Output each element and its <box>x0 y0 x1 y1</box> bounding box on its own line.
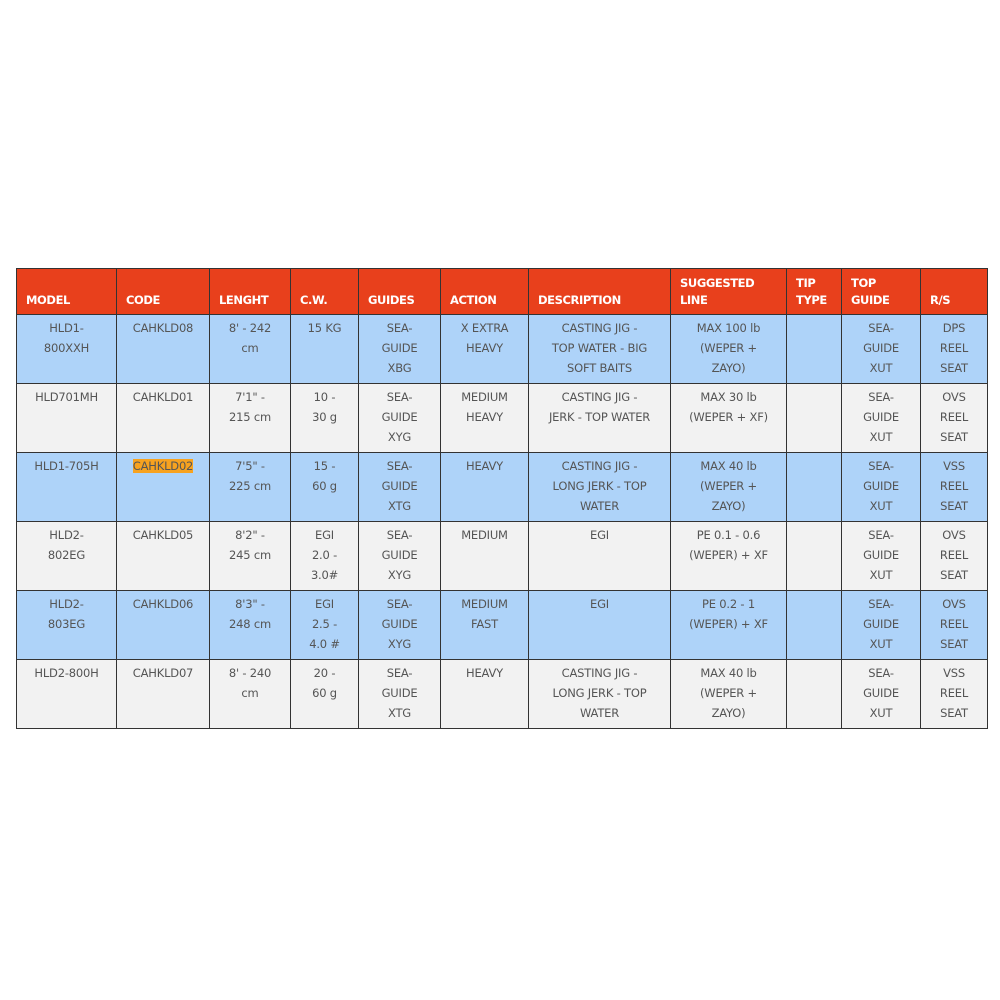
cell-model <box>17 522 117 591</box>
cell-text: SEA- <box>868 597 894 611</box>
cell-text: CAHKLD07 <box>132 666 194 680</box>
cell-suggested-line <box>671 522 787 591</box>
cell-text: 10 - <box>313 390 336 404</box>
cell-text: TOP WATER - BIG <box>551 341 648 355</box>
cell-text: 3.0# <box>310 568 339 582</box>
cell-text: SEAT <box>940 568 968 582</box>
cell-text: GUIDE <box>863 410 899 424</box>
cell-top-guide <box>842 315 921 384</box>
cell-tip-type <box>787 522 842 591</box>
cell-tip-type <box>787 453 842 522</box>
cell-guides <box>359 384 441 453</box>
cell-text: 7'1" - <box>235 390 265 404</box>
cell-text: cm <box>241 341 259 355</box>
cell-code <box>117 591 210 660</box>
cell-description <box>529 660 671 729</box>
cell-text: REEL <box>939 686 969 700</box>
cell-text: (WEPER + <box>699 686 757 700</box>
cell-text: EGI <box>315 528 334 542</box>
cell-text: HLD2- <box>49 597 84 611</box>
table-row <box>17 384 988 453</box>
cell-text: SEA- <box>386 528 413 542</box>
cell-length <box>210 522 291 591</box>
header-suggested-line: SUGGESTED LINE <box>671 269 787 315</box>
cell-text: ZAYO) <box>711 499 746 513</box>
cell-text: MEDIUM <box>461 528 508 542</box>
cell-text: WATER <box>580 499 619 513</box>
cell-text: 225 cm <box>229 479 271 493</box>
cell-text: XYG <box>387 430 412 444</box>
cell-text: (WEPER + <box>699 479 757 493</box>
cell-text: PE 0.1 - 0.6 <box>696 528 761 542</box>
cell-text: ZAYO) <box>711 361 746 375</box>
cell-cw <box>291 384 359 453</box>
cell-text: XUT <box>869 637 893 651</box>
header-length: LENGHT <box>210 269 291 315</box>
cell-guides <box>359 660 441 729</box>
cell-text: SOFT BAITS <box>567 361 632 375</box>
header-model: MODEL <box>17 269 117 315</box>
header-code: CODE <box>117 269 210 315</box>
cell-text: MAX 40 lb <box>700 666 757 680</box>
cell-model <box>17 591 117 660</box>
cell-code <box>117 315 210 384</box>
header-cw: C.W. <box>291 269 359 315</box>
cell-text: SEA- <box>868 321 894 335</box>
cell-cw <box>291 660 359 729</box>
cell-text: 248 cm <box>229 617 271 631</box>
cell-top-guide <box>842 453 921 522</box>
cell-text: SEAT <box>940 430 968 444</box>
cell-text: VSS <box>943 459 965 473</box>
cell-text: GUIDE <box>863 341 899 355</box>
cell-cw <box>291 522 359 591</box>
cell-text: (WEPER) + XF <box>689 548 768 562</box>
table-row <box>17 315 988 384</box>
cell-text: 60 g <box>312 686 337 700</box>
cell-text: SEA- <box>386 459 413 473</box>
cell-text: FAST <box>471 617 498 631</box>
cell-text: GUIDE <box>863 617 899 631</box>
cell-text: 803EG <box>47 617 86 631</box>
cell-text: 215 cm <box>229 410 271 424</box>
cell-text: CASTING JIG - <box>561 390 638 404</box>
cell-text: 245 cm <box>229 548 271 562</box>
cell-text: JERK - TOP WATER <box>548 410 651 424</box>
cell-suggested-line <box>671 591 787 660</box>
cell-text: REEL <box>939 341 969 355</box>
cell-tip-type <box>787 591 842 660</box>
cell-text: XYG <box>387 637 412 651</box>
cell-text: LONG JERK - TOP <box>552 479 647 493</box>
cell-text: 7'5" - <box>235 459 265 473</box>
cell-tip-type <box>787 384 842 453</box>
cell-text: SEAT <box>940 499 968 513</box>
cell-guides <box>359 315 441 384</box>
cell-text: EGI <box>590 528 609 542</box>
cell-model <box>17 315 117 384</box>
cell-text: 4.0 # <box>309 637 340 651</box>
cell-text: HLD1-705H <box>34 459 99 473</box>
cell-text: PE 0.2 - 1 <box>702 597 755 611</box>
table-header-row <box>17 269 988 315</box>
cell-text: SEAT <box>940 706 968 720</box>
header-description: DESCRIPTION <box>529 269 671 315</box>
cell-text: MEDIUM <box>461 597 508 611</box>
cell-text: (WEPER + XF) <box>689 410 768 424</box>
cell-length <box>210 384 291 453</box>
cell-cw <box>291 591 359 660</box>
cell-text: GUIDE <box>381 341 418 355</box>
cell-text: WATER <box>580 706 619 720</box>
cell-text: HLD701MH <box>35 390 98 404</box>
cell-cw <box>291 453 359 522</box>
cell-text: REEL <box>939 548 969 562</box>
cell-code <box>117 522 210 591</box>
cell-guides <box>359 591 441 660</box>
cell-text: SEA- <box>386 390 413 404</box>
cell-text: 20 - <box>313 666 336 680</box>
cell-text: HEAVY <box>466 459 503 473</box>
cell-text: 8' - 240 <box>228 666 272 680</box>
cell-text: (WEPER + <box>699 341 757 355</box>
cell-text: VSS <box>943 666 965 680</box>
cell-guides <box>359 522 441 591</box>
cell-text: CAHKLD05 <box>132 528 194 542</box>
cell-model <box>17 453 117 522</box>
cell-text: SEA- <box>386 321 413 335</box>
header-top-guide: TOP GUIDE <box>842 269 921 315</box>
cell-text: REEL <box>939 479 969 493</box>
cell-code <box>117 384 210 453</box>
cell-rs <box>921 660 988 729</box>
cell-top-guide <box>842 384 921 453</box>
cell-text: HLD1- <box>49 321 84 335</box>
cell-text: GUIDE <box>381 479 418 493</box>
cell-action <box>441 522 529 591</box>
header-action: ACTION <box>441 269 529 315</box>
cell-length <box>210 660 291 729</box>
cell-description <box>529 453 671 522</box>
cell-text: LONG JERK - TOP <box>552 686 647 700</box>
cell-top-guide <box>842 660 921 729</box>
cell-model <box>17 660 117 729</box>
cell-suggested-line <box>671 660 787 729</box>
cell-text: 800XXH <box>43 341 90 355</box>
cell-text: HLD2- <box>49 528 84 542</box>
cell-rs <box>921 384 988 453</box>
cell-text: XUT <box>869 499 893 513</box>
table-row <box>17 660 988 729</box>
cell-text: (WEPER) + XF <box>689 617 768 631</box>
cell-text: 802EG <box>47 548 86 562</box>
cell-tip-type <box>787 660 842 729</box>
cell-description <box>529 591 671 660</box>
header-tip-type: TIP TYPE <box>787 269 842 315</box>
cell-code <box>117 660 210 729</box>
cell-text: SEAT <box>940 361 968 375</box>
cell-text: 2.5 - <box>311 617 338 631</box>
cell-text: ZAYO) <box>711 706 746 720</box>
cell-text: SEA- <box>868 390 894 404</box>
cell-text: SEA- <box>868 528 894 542</box>
cell-text: 60 g <box>312 479 337 493</box>
cell-suggested-line <box>671 315 787 384</box>
cell-text: XUT <box>869 361 893 375</box>
cell-text: 8'2" - <box>235 528 265 542</box>
cell-text: REEL <box>939 617 969 631</box>
cell-text: EGI <box>315 597 334 611</box>
cell-length <box>210 591 291 660</box>
cell-text: cm <box>241 686 259 700</box>
rod-spec-table <box>16 268 988 729</box>
cell-top-guide <box>842 591 921 660</box>
cell-description <box>529 315 671 384</box>
cell-text: 15 KG <box>307 321 342 335</box>
cell-text: 8'3" - <box>235 597 265 611</box>
cell-text: CAHKLD08 <box>132 321 194 335</box>
cell-text: XUT <box>869 706 893 720</box>
cell-text: 8' - 242 <box>228 321 272 335</box>
cell-text: MEDIUM <box>461 390 508 404</box>
cell-rs <box>921 522 988 591</box>
cell-action <box>441 591 529 660</box>
cell-description <box>529 384 671 453</box>
cell-text: XBG <box>387 361 412 375</box>
cell-text: MAX 30 lb <box>700 390 757 404</box>
cell-text: HLD2-800H <box>34 666 99 680</box>
cell-text: SEA- <box>386 597 413 611</box>
cell-rs <box>921 453 988 522</box>
cell-text: OVS <box>942 597 966 611</box>
cell-text: OVS <box>942 390 966 404</box>
cell-text: DPS <box>942 321 966 335</box>
table-body <box>17 315 988 729</box>
cell-tip-type <box>787 315 842 384</box>
cell-text: CAHKLD01 <box>132 390 194 404</box>
cell-text: HEAVY <box>466 666 503 680</box>
cell-rs <box>921 315 988 384</box>
cell-text: SEA- <box>386 666 413 680</box>
cell-text: GUIDE <box>381 617 418 631</box>
cell-description <box>529 522 671 591</box>
cell-text: 15 - <box>313 459 336 473</box>
cell-text: CASTING JIG - <box>561 321 638 335</box>
cell-text: SEAT <box>940 637 968 651</box>
cell-text: HEAVY <box>466 341 503 355</box>
cell-text: GUIDE <box>863 548 899 562</box>
header-guides: GUIDES <box>359 269 441 315</box>
cell-text: OVS <box>942 528 966 542</box>
cell-text: CAHKLD06 <box>132 597 194 611</box>
cell-text: GUIDE <box>381 548 418 562</box>
cell-text: GUIDE <box>863 686 899 700</box>
cell-suggested-line <box>671 453 787 522</box>
cell-guides <box>359 453 441 522</box>
cell-rs <box>921 591 988 660</box>
cell-text: X EXTRA <box>460 321 509 335</box>
cell-text: GUIDE <box>381 410 418 424</box>
cell-text: EGI <box>590 597 609 611</box>
cell-text: HEAVY <box>466 410 503 424</box>
cell-action <box>441 453 529 522</box>
cell-text: CASTING JIG - <box>561 666 638 680</box>
cell-text: GUIDE <box>381 686 418 700</box>
highlighted-code: CAHKLD02 <box>132 459 194 473</box>
cell-length <box>210 453 291 522</box>
cell-suggested-line <box>671 384 787 453</box>
cell-text: SEA- <box>868 666 894 680</box>
cell-action <box>441 384 529 453</box>
cell-code <box>117 453 210 522</box>
cell-cw <box>291 315 359 384</box>
cell-text: CASTING JIG - <box>561 459 638 473</box>
cell-text: 30 g <box>312 410 337 424</box>
cell-text: MAX 40 lb <box>700 459 757 473</box>
cell-text: GUIDE <box>863 479 899 493</box>
cell-text: REEL <box>939 410 969 424</box>
cell-text: XYG <box>387 568 412 582</box>
table-row <box>17 591 988 660</box>
cell-model <box>17 384 117 453</box>
cell-text: XTG <box>387 706 411 720</box>
cell-text: MAX 100 lb <box>696 321 761 335</box>
header-rs: R/S <box>921 269 988 315</box>
cell-length <box>210 315 291 384</box>
table-row <box>17 453 988 522</box>
cell-action <box>441 315 529 384</box>
cell-text: XTG <box>387 499 411 513</box>
cell-text: XUT <box>869 568 893 582</box>
cell-action <box>441 660 529 729</box>
table-row <box>17 522 988 591</box>
cell-text: 2.0 - <box>311 548 338 562</box>
cell-top-guide <box>842 522 921 591</box>
cell-text: XUT <box>869 430 893 444</box>
cell-text: SEA- <box>868 459 894 473</box>
